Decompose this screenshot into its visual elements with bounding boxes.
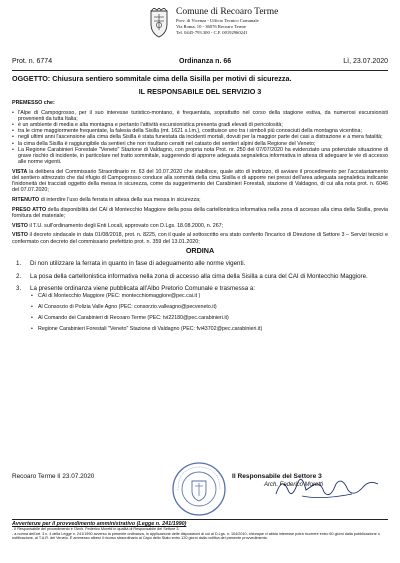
ritenuto-text: di interdire l'uso della ferrata in attesa della sua messa in sicurezza;	[39, 196, 201, 203]
recipient-item: • Regione Carabinieri Forestali "Veneto" Stazione di Valdagno (PEC: fvi43702@pec.carabinieri.it)	[30, 326, 388, 332]
ordinance-body	[12, 100, 388, 338]
address-line: Via Roma, 10 - 36076 Recoaro Terme	[176, 24, 246, 29]
recipient-item: • Al Consorzio di Polizia Valle Agno (PEC: consorzio.valleagno@pecveneto.it)	[30, 304, 388, 310]
divider	[12, 70, 388, 71]
ordina-item	[12, 273, 388, 280]
preso-atto-paragraph	[12, 207, 388, 219]
recipient-item: • CAI di Montecchio Maggiore (PEC: montecchiomaggiore@pec.cai.it )	[30, 293, 388, 299]
recipient-item: • Al Comando dei Carabinieri di Recoaro Terme (PEC: tvi22180@pec.carabinieri.it)	[30, 315, 388, 321]
contact-line: Tel. 0445-793.300 - C.F. 00192960241	[176, 30, 248, 35]
reference-line	[12, 58, 388, 70]
footer-title: Avvertenze per il provvedimento amministrativo (Legge n. 241/1990)	[12, 521, 187, 527]
premesso-item: • negli ultimi anni l'ascensione alla cima della Sisilla è stata funestata da incidenti mortali, dovuti per la maggior parte dei casi a distrazione e a mera fatalità;	[12, 134, 388, 140]
ordina-item-text: La presente ordinanza viene pubblicata all'Albo Pretorio Comunale e trasmessa a:	[30, 284, 256, 292]
ordinance-number: Ordinanza n. 66	[179, 58, 232, 65]
letterhead-text	[176, 7, 336, 36]
visto-tu-lead: VISTO	[12, 222, 28, 229]
preso-atto-text: della disponibilità del CAI di Montecchio Maggiore della posa della cartellonistica informativa nella zona di accesso alla cima della Sisilla, previa fornitura del materiale;	[12, 206, 388, 219]
vista-paragraph	[12, 169, 388, 194]
recipients-list	[30, 293, 388, 333]
premesso-heading: PREMESSO che:	[12, 100, 55, 106]
ordina-item-number: 2.	[16, 272, 22, 280]
ordina-item-number: 1.	[16, 260, 22, 268]
vista-text: la delibera del Commissario Straordinario nr. 63 del 10.07.2020 che stabilisce, quale atto di indirizzo, di avviare il procedimento per l'accatastamento del sentiero attrezzato che dal rifugio di Campogrosso conduce alla sommità della cima Sisilla e di apporre nei pressi dell'area adeguata segnaletica indicante l'inidoneità dei tracciati oggetto della messa in sicurezza, come da suggerimento dei Carabinieri Forestali, stazione di Valdagno, di cui alla nota prot. n. 6046 del 07.07.2020;	[12, 168, 388, 194]
ordina-item-number: 3.	[16, 284, 22, 292]
subject-line: OGGETTO: Chiusura sentiero sommitale cima della Sisilla per motivi di sicurezza.	[12, 74, 292, 83]
ordinance-date: Lì, 23.07.2020	[343, 58, 388, 65]
footer-notes	[12, 521, 388, 541]
ordina-item	[12, 260, 388, 267]
footer-line: - a norma dell'art. 3 c. 4 della Legge n. 241/1990 avverso la presente ordinanza, in applicazione delle disposizioni di cui al D.Lgs. n. 104/2010, chiunque vi abbia interesse potrà ricorrere entro 60 giorni dalla pubblicazione o notificazione, al T.A.R. del Veneto. È ammesso altresì il ricorso straordinario al Capo dello Stato entro 120 giorni dalla notifica del presente provvedimento.	[12, 531, 380, 541]
ritenuto-lead: RITENUTO	[12, 196, 40, 203]
letterhead	[0, 4, 400, 48]
protocol-number: Prot. n. 6774	[12, 58, 53, 65]
ordina-item	[12, 285, 388, 333]
visto-tu-paragraph	[12, 223, 388, 229]
visto-tu-text: il T.U. sull'ordinamento degli Enti Locali, approvato con D.Lgs. 18.08.2000, n. 267;	[27, 222, 224, 229]
place-date: Recoaro Terme lì 23.07.2020	[12, 473, 95, 480]
premesso-item: • tra le cime maggiormente frequentate, la falesia della Sisilla (mt. 1621 s.l.m.), costituisce uno tra i simboli più conosciuti della montagna vicentina;	[12, 128, 388, 134]
premesso-item: • La Regione Carabinieri Forestale "Veneto" Stazione di Valdagno, con propria nota Prot. nr. 250 del 07/07/2020 ha evidenziato una potenziale situazione di grave rischio di incidente, in particolare nel tratto sommitale, suggerendo di apporre adeguata segnaletica informativa in attesa di adeguare le vie di accesso alle norme vigenti.	[12, 147, 388, 165]
ritenuto-paragraph	[12, 197, 388, 203]
premesso-item: • è un ambiente di media e alta montagna e pertanto l'attività escursionistica presenta gradi elevati di pericolosità;	[12, 122, 388, 128]
responsible-heading: IL RESPONSABILE DEL SERVIZIO 3	[138, 87, 262, 96]
footer-line: - Il Responsabile del procedimento è l'Arch. Federico Moretti in qualità di Responsabile del Settore 3.	[12, 527, 180, 532]
signatory-title: Il Responsabile del Settore 3	[232, 473, 322, 480]
premesso-list	[12, 110, 388, 165]
premesso-item: • la cima della Sisilla è raggiungibile da sentieri che non risultano censiti nel catasto dei sentieri alpini della Regione del Veneto;	[12, 141, 388, 147]
premesso-item: • l'Alpe di Campogrosso, per il suo interesse turistico-montano, è frequentata, soprattutto nel corso della stagione estiva, da numerosi escursionisti provenienti da tutta Italia;	[12, 110, 388, 122]
visto-decreto-paragraph	[12, 232, 388, 244]
ordina-list	[12, 260, 388, 332]
signatory-name: Arch. Federico Moretti	[264, 482, 324, 488]
ordina-item-text: La posa della cartellonistica informativa nella zona di accesso alla cima della Sisilla a cura del CAI di Montecchio Maggiore.	[30, 272, 368, 280]
municipal-crest-icon	[147, 8, 171, 38]
office-line: Prov. di Vicenza - Ufficio Tecnico Comunale	[176, 18, 259, 23]
official-stamp-icon	[170, 460, 228, 518]
ordina-heading: ORDINA	[185, 246, 215, 256]
visto-decreto-text: il decreto sindacale in data 01/08/2018, prot. n. 8225, con il quale al sottoscritto era stato conferito l'incarico di Direzione di Settore 3 – Servizi tecnici e confermato con decreto del commissario prefettizio prot. n. 359 del 13.01.2020;	[12, 232, 388, 245]
preso-atto-lead: PRESO ATTO	[12, 206, 47, 213]
vista-lead: VISTA	[12, 168, 28, 175]
municipality-name: Comune di Recoaro Terme	[176, 7, 279, 17]
footer-divider	[12, 519, 388, 520]
visto-decreto-lead: VISTO	[12, 232, 28, 239]
ordina-item-text: Di non utilizzare la ferrata in quanto in fase di adeguamento alle norme vigenti.	[30, 260, 246, 268]
